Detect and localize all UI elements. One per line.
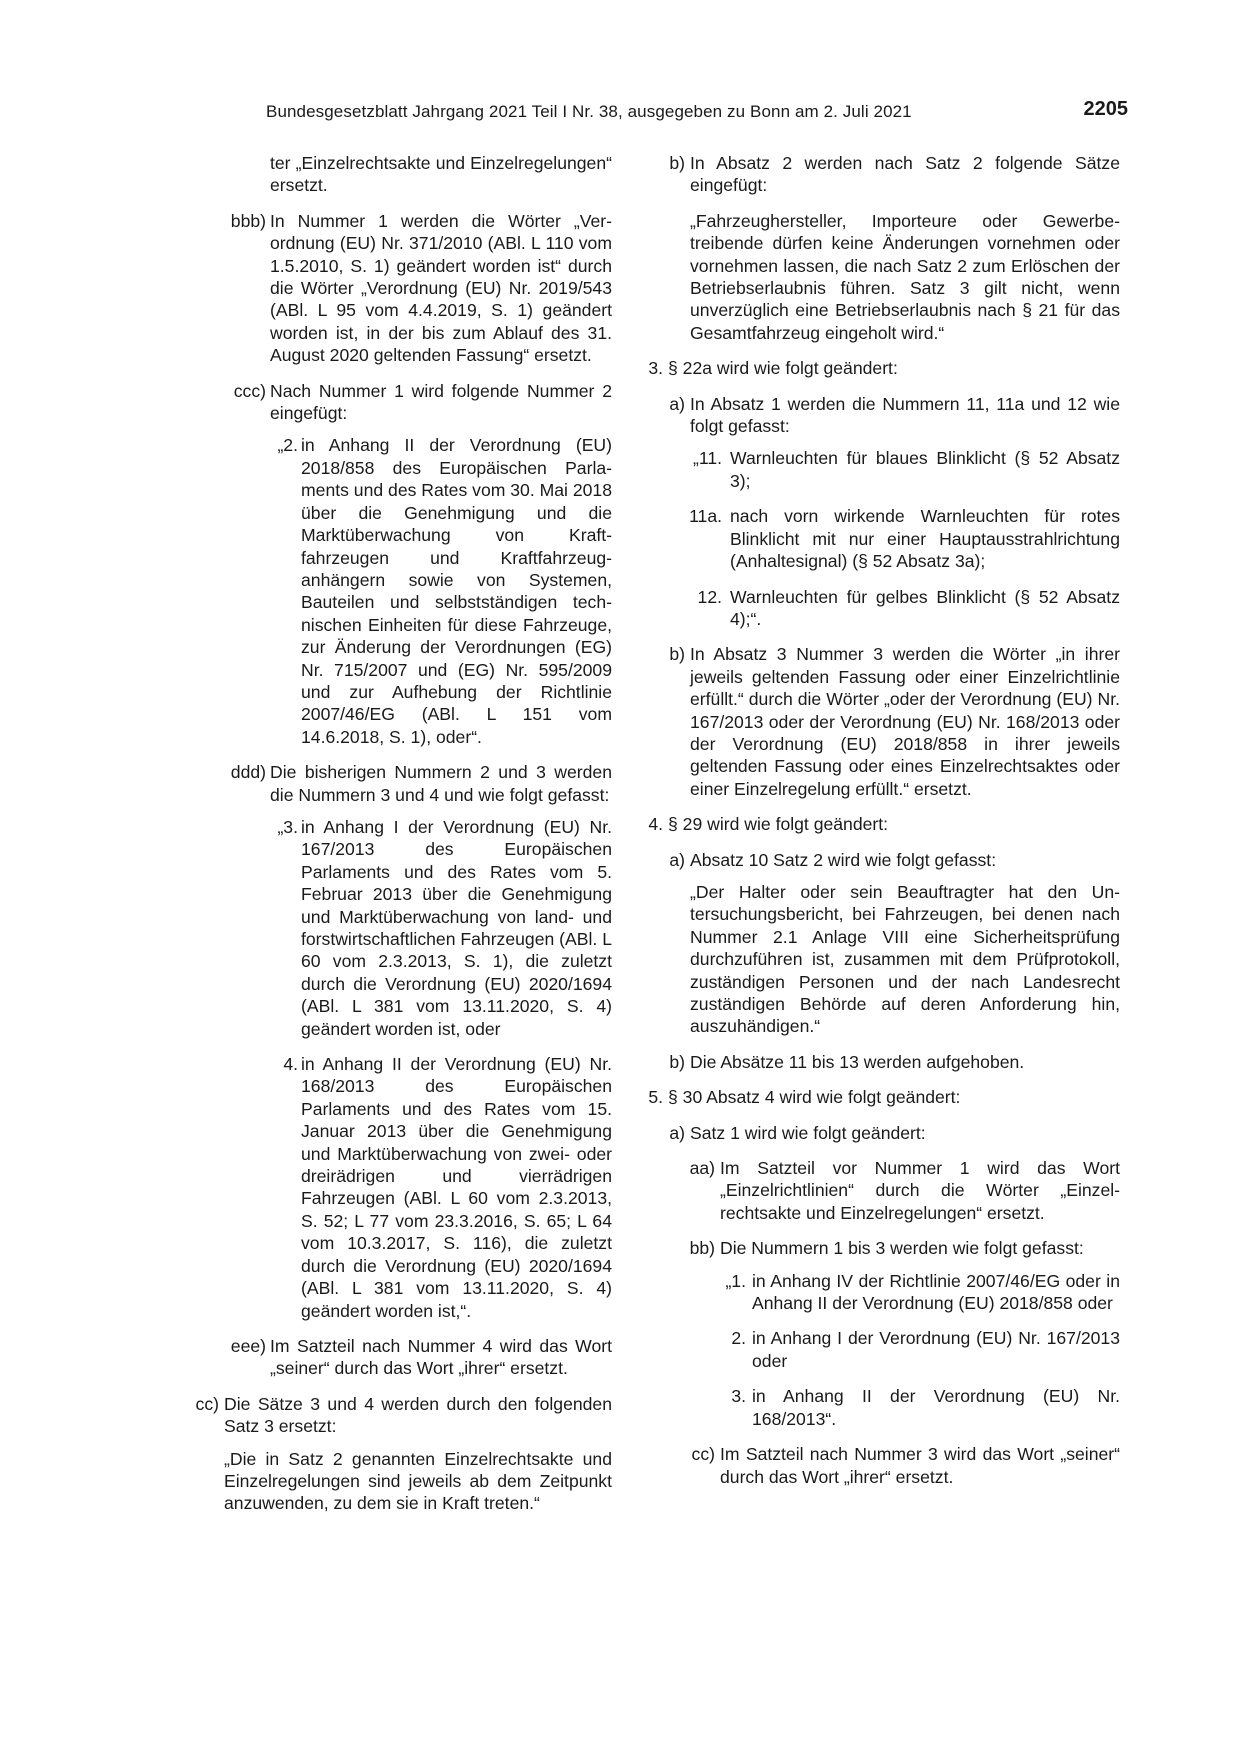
- item-text: In Absatz 3 Nummer 3 werden die Wörter „in ihrer jeweils geltenden Fassung oder einer Einzelrichtlinie erfüllt.“ durch die Wörter „oder der Verordnung (EU) Nr. 167/2013 oder der Verordnung (EU) Nr. 168/2013 oder der Verordnung (EU) 2018/858 in ihrer jeweils geltenden Fassung oder eines Einzelrechtsaktes oder einer Einzelregelung erfüllt.“ ersetzt.: [690, 644, 1120, 799]
- item-label: cc): [691, 1444, 715, 1465]
- quoted-number-2: [180, 434, 612, 748]
- quoted-number-4: [180, 1053, 612, 1322]
- page-header: [266, 98, 1128, 128]
- item-text: Warnleuchten für blaues Blinklicht (§ 52 Absatz 3);: [730, 448, 1120, 491]
- item-5a: [648, 1122, 1120, 1144]
- item-label: 12.: [697, 586, 722, 607]
- item-text: in Anhang I der Verordnung (EU) Nr. 167/2013 des Europäischen Parlaments und des Rates vom 5. Februar 2013 über die Genehmigung und Marktüberwachung von land- und forstwirtschaftlichen Fahrzeugen (ABl. L 60 vom 2.3.2013, S. 1), die zuletzt durch die Verordnung (EU) 2020/1694 (ABl. L 381 vom 13.11.2020, S. 4) geändert worden ist, oder: [301, 816, 612, 1039]
- item-label: 2.: [731, 1328, 746, 1349]
- item-text: Im Satzteil vor Nummer 1 wird das Wort „Einzelrichtlinien“ durch die Wörter „Einzelrechtsakte und Einzelregelungen“ ersetzt.: [720, 1158, 1120, 1223]
- item-label: b): [669, 644, 685, 665]
- item-label: „2.: [277, 435, 298, 456]
- item-text: § 30 Absatz 4 wird wie folgt geändert:: [668, 1087, 961, 1108]
- continued-text: ter „Einzelrechtsakte und Einzelregelungen“ ersetzt.: [270, 153, 612, 196]
- item-label: 4.: [648, 814, 663, 835]
- item-text: in Anhang II der Verordnung (EU) Nr. 168/2013 des Europäischen Parlaments und des Rates vom 15. Januar 2013 über die Genehmigung und Marktüberwachung von zwei- oder dreirädrigen und vierrädrigen Fahrzeugen (ABl. L 60 vom 2.3.2013, S. 52; L 77 vom 23.3.2016, S. 65; L 64 vom 10.3.2017, S. 116), die zuletzt durch die Verordnung (EU) 2020/1694 (ABl. L 381 vom 13.11.2020, S. 4) geändert worden ist,“.: [301, 1054, 612, 1321]
- item-text: Im Satzteil nach Nummer 4 wird das Wort „seiner“ durch das Wort „ihrer“ ersetzt.: [270, 1335, 612, 1379]
- item-label: bb): [689, 1238, 715, 1259]
- item-text: in Anhang IV der Richtlinie 2007/46/EG oder in Anhang II der Verordnung (EU) 2018/858 oder: [752, 1270, 1120, 1314]
- item-4a: [648, 849, 1120, 871]
- item-5a-aa: [648, 1157, 1120, 1224]
- item-text: in Anhang II der Verordnung (EU) 2018/858 des Europäischen Parlaments und des Rates vom 30. Mai 2018 über die Genehmigung und die Marktüberwachung von Kraftfahrzeugen und Kraftfahrzeuganhängern sowie von Systemen, Bauteilen und selbstständigen technischen Einheiten für diese Fahrzeuge, zur Änderung der Verordnungen (EG) Nr. 715/2007 und (EG) Nr. 595/2009 und zur Aufhebung der Richtlinie 2007/46/EG (ABl. L 151 vom 14.6.2018, S. 1), oder“.: [301, 435, 612, 747]
- quoted-number-11a: [648, 505, 1120, 572]
- item-label: „11.: [692, 448, 722, 469]
- item-label: 3.: [648, 358, 663, 379]
- item-4: [648, 813, 1120, 835]
- item-text: § 22a wird wie folgt geändert:: [668, 358, 898, 379]
- item-label: b): [669, 1051, 685, 1072]
- item-label: „1.: [725, 1270, 746, 1291]
- item-text: Die Absätze 11 bis 13 werden aufgehoben.: [690, 1051, 1025, 1072]
- item-text: In Nummer 1 werden die Wörter „Verordnung (EU) Nr. 371/2010 (ABl. L 110 vom 1.5.2010, S. 1) geändert worden ist“ durch die Wörter „Verordnung (EU) Nr. 2019/543 (ABl. L 95 vom 4.4.2019, S. 1) geändert worden ist, in der bis zum Ablauf des 31. August 2020 geltenden Fassung“ ersetzt.: [270, 210, 612, 366]
- item-eee: [180, 1335, 612, 1380]
- item-text: Die bisherigen Nummern 2 und 3 werden die Nummern 3 und 4 und wie folgt gefasst:: [270, 762, 612, 805]
- quoted-sentences: „Fahrzeughersteller, Importeure oder Gewerbetreibende dürfen keine Änderungen vornehmen oder vornehmen lassen, die nach Satz 2 zum Erlöschen der Betriebserlaubnis führen. Satz 3 gilt nicht, wenn unverzüglich eine Betriebserlaubnis nach § 21 für das Gesamtfahrzeug eingeholt wird.“: [690, 210, 1120, 343]
- item-text: Die Sätze 3 und 4 werden durch den folgenden Satz 3 ersetzt:: [224, 1393, 612, 1437]
- page-number: 2205: [1083, 98, 1128, 120]
- item-text: in Anhang II der Verordnung (EU) Nr. 168/2013“.: [752, 1386, 1120, 1429]
- quoted-number-12: [648, 586, 1120, 631]
- item-label: ddd): [230, 762, 266, 783]
- item-label: aa): [689, 1158, 715, 1179]
- item-label: 3.: [731, 1386, 746, 1407]
- item-text: Die Nummern 1 bis 3 werden wie folgt gefasst:: [720, 1238, 1084, 1259]
- item-text: Absatz 10 Satz 2 wird wie folgt gefasst:: [690, 849, 997, 870]
- item-text: In Absatz 2 werden nach Satz 2 folgende Sätze eingefügt:: [690, 153, 1120, 196]
- item-text: nach vorn wirkende Warnleuchten für rotes Blinklicht mit nur einer Hauptausstrahlrichtung (Anhaltesignal) (§ 52 Absatz 3a);: [730, 506, 1120, 572]
- item-label: 5.: [648, 1087, 663, 1108]
- item-text: Nach Nummer 1 wird folgende Nummer 2 eingefügt:: [270, 380, 612, 424]
- item-4b: [648, 1051, 1120, 1073]
- item-3a: [648, 393, 1120, 438]
- item-text: § 29 wird wie folgt geändert:: [668, 814, 889, 835]
- item-ccc: [180, 380, 612, 425]
- item-label: cc): [195, 1393, 219, 1414]
- item-3: [648, 357, 1120, 379]
- item-label: b): [669, 153, 685, 173]
- item-label: bbb): [230, 210, 266, 231]
- item-text: Satz 1 wird wie folgt geändert:: [690, 1122, 926, 1143]
- item-label: a): [669, 849, 685, 870]
- item-5: [648, 1086, 1120, 1108]
- item-3b: [648, 643, 1120, 800]
- left-column: [180, 152, 612, 1528]
- item-b: [648, 152, 1120, 197]
- item-label: „3.: [277, 816, 298, 837]
- item-ddd: [180, 761, 612, 806]
- item-label: 4.: [283, 1054, 298, 1075]
- item-text: Warnleuchten für gelbes Blinklicht (§ 52 Absatz 4);“.: [730, 586, 1120, 629]
- item-text: in Anhang I der Verordnung (EU) Nr. 167/2013 oder: [752, 1328, 1120, 1371]
- item-cc: [180, 1393, 612, 1438]
- quoted-sentence: „Die in Satz 2 genannten Einzelrechtsakte und Einzelregelungen sind jeweils ab dem Zeitpunkt anzuwenden, zu dem sie in Kraft treten.“: [224, 1448, 612, 1514]
- item-5a-cc: [648, 1443, 1120, 1488]
- quoted-number-3: [648, 1385, 1120, 1430]
- item-bbb: [180, 210, 612, 367]
- quoted-number-1: [648, 1270, 1120, 1315]
- item-label: 11a.: [689, 506, 722, 527]
- quoted-number-2: [648, 1327, 1120, 1372]
- item-label: a): [669, 1122, 685, 1143]
- item-label: eee): [230, 1335, 266, 1356]
- item-5a-bb: [648, 1237, 1120, 1259]
- quoted-sentence: „Der Halter oder sein Beauftragter hat den Untersuchungsbericht, bei Fahrzeugen, bei denen nach Nummer 2.1 Anlage VIII eine Sicherheitsprüfung durchzuführen ist, zusammen mit dem Prüfprotokoll, zuständigen Personen und der nach Landesrecht zuständigen Behörde auf deren Anforderung hin, auszuhändigen.“: [690, 881, 1120, 1037]
- right-column: [648, 152, 1120, 1501]
- item-label: a): [669, 393, 685, 414]
- item-text: In Absatz 1 werden die Nummern 11, 11a und 12 wie folgt gefasst:: [690, 393, 1120, 437]
- quoted-number-11: [648, 447, 1120, 492]
- item-label: ccc): [233, 380, 266, 401]
- gazette-title: Bundesgesetzblatt Jahrgang 2021 Teil I Nr. 38, ausgegeben zu Bonn am 2. Juli 2021: [266, 102, 912, 121]
- item-text: Im Satzteil nach Nummer 3 wird das Wort „seiner“ durch das Wort „ihrer“ ersetzt.: [720, 1444, 1120, 1487]
- quoted-number-3: [180, 816, 612, 1040]
